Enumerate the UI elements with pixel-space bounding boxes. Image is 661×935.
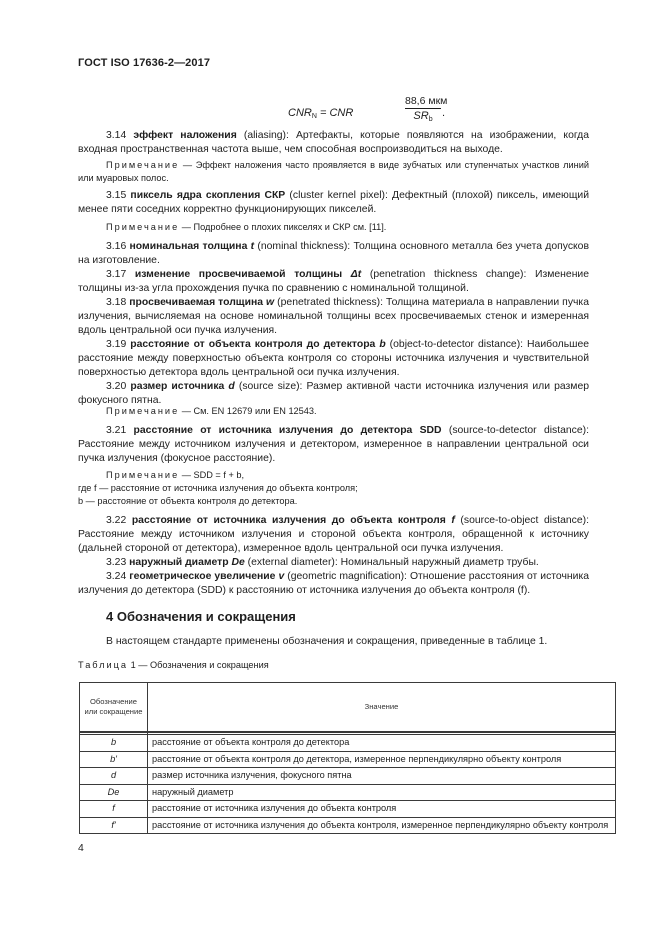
formula-numerator: 88,6 мкм xyxy=(405,95,448,107)
table-row xyxy=(80,784,616,801)
term-3-23: 3.23 наружный диаметр De (external diameter): Номинальный наружный диаметр трубы. xyxy=(106,557,539,568)
table-row xyxy=(80,801,616,818)
term-3-15: 3.15 пиксель ядра скопления СКР (cluster kernel pixel): Дефектный (плохой) пиксель, имеющий менее пяти соседних корректно функционирующих пикселей. xyxy=(78,190,589,215)
table-cell-symbol: f xyxy=(80,801,148,818)
term-3-22: 3.22 расстояние от источника излучения до объекта контроля f (source-to-object distance): Расстояние между источником излучения и стороной объекта контроля, обращенной к источнику (дальней стороной от детектора), измеренное вдоль центральной оси пучка излучения. xyxy=(78,515,589,554)
table-row xyxy=(80,735,616,752)
term-3-20: 3.20 размер источника d (source size): Размер активной части источника излучения или размер фокусного пятна. xyxy=(78,381,589,406)
table-cell-meaning: расстояние от источника излучения до объекта контроля, измеренное перпендикулярно объекту контроля xyxy=(148,817,616,834)
term-3-19: 3.19 расстояние от объекта контроля до детектора b (object-to-detector distance): Наибольшее расстояние между поверхностью объекта контроля со стороны источника излучения и чувствительной поверхностью детектора вдоль центральной оси пучка излучения. xyxy=(78,339,589,378)
section-title: 4 Обозначения и сокращения xyxy=(106,609,296,624)
section-intro: В настоящем стандарте применены обозначения и сокращения, приведенные в таблице 1. xyxy=(106,636,548,647)
table-row xyxy=(80,768,616,785)
table-cell-meaning: расстояние от объекта контроля до детектора, измеренное перпендикулярно объекту контроля xyxy=(148,751,616,768)
note-3-15: Примечание — Подробнее о плохих пикселях и СКР см. [11]. xyxy=(106,222,387,232)
table-cell-meaning: размер источника излучения, фокусного пятна xyxy=(148,768,616,785)
term-3-24: 3.24 геометрическое увеличение v (geometric magnification): Отношение расстояния от источника излучения до детектора (SDD) к расстоянию от источника излучения до объекта контроля (f). xyxy=(78,571,589,596)
term-3-14: 3.14 эффект наложения (aliasing): Артефакты, которые появляются на изображении, когда входная пространственная частота выше, чем способная воспроизводиться на выходе. xyxy=(78,130,590,155)
formula-denominator: $SR_b$ xyxy=(413,110,433,123)
table-caption: Таблица 1 — Обозначения и сокращения xyxy=(78,660,269,670)
terms-3-16-to-3-20 xyxy=(78,240,589,408)
table-cell-meaning: расстояние от источника излучения до объекта контроля xyxy=(148,801,616,818)
note-3-14: Примечание — Эффект наложения часто проявляется в виде зубчатых или ступенчатых участков линий или муаровых полос. xyxy=(78,160,589,183)
table-cell-symbol: b xyxy=(80,735,148,752)
fraction-bar xyxy=(405,108,441,109)
table-header-row xyxy=(80,683,616,733)
table-row xyxy=(80,751,616,768)
standard-header: ГОСТ ISO 17636-2—2017 xyxy=(78,57,211,69)
table-cell-symbol: De xyxy=(80,784,148,801)
table-cell-symbol: b' xyxy=(80,751,148,768)
term-3-18: 3.18 просвечиваемая толщина w (penetrated thickness): Толщина материала в направлении пучка излучения, вычисляемая на основе номинальной толщины всех просвечиваемых стенок и измеренная вдоль центральной оси пучка излучения. xyxy=(78,297,589,336)
note-where-f: где f — расстояние от источника излучения до объекта контроля; xyxy=(78,483,358,493)
note-3-21: Примечание — SDD = f + b, где f — расстояние от источника излучения до объекта контроля; b — расстояние от объекта контроля до детектора. xyxy=(78,469,589,508)
term-3-16: 3.16 номинальная толщина t (nominal thickness): Толщина основного металла без учета допусков на изготовление. xyxy=(78,241,589,266)
term-3-21: 3.21 расстояние от источника излучения до детектора SDD (source-to-detector distance): Расстояние между источником излучения и детектором, измеренное в направлении центральной оси пучка излучения (фокусное расстояние). xyxy=(78,425,589,464)
table-cell-symbol: f' xyxy=(80,817,148,834)
symbols-table xyxy=(79,682,616,834)
table-cell-meaning: наружный диаметр xyxy=(148,784,616,801)
header-symbol: Обозначение или сокращение xyxy=(80,683,148,733)
note-where-b: b — расстояние от объекта контроля до детектора. xyxy=(78,496,298,506)
formula-lhs: $CNR_N$ = CNR xyxy=(288,107,354,120)
formula-period: . xyxy=(442,107,446,119)
header-meaning: Значение xyxy=(148,683,616,733)
terms-3-22-to-3-24 xyxy=(78,514,589,598)
table-row xyxy=(80,817,616,834)
table-cell-meaning: расстояние от объекта контроля до детектора xyxy=(148,735,616,752)
note-3-20: Примечание — См. EN 12679 или EN 12543. xyxy=(106,406,317,416)
term-3-17: 3.17 изменение просвечиваемой толщины Δt (penetration thickness change): Изменение толщины из-за угла прохождения пучка по сравнению с номинальной толщиной. xyxy=(78,269,590,294)
table-cell-symbol: d xyxy=(80,768,148,785)
page-number: 4 xyxy=(78,843,84,854)
formula-fraction xyxy=(405,95,448,123)
